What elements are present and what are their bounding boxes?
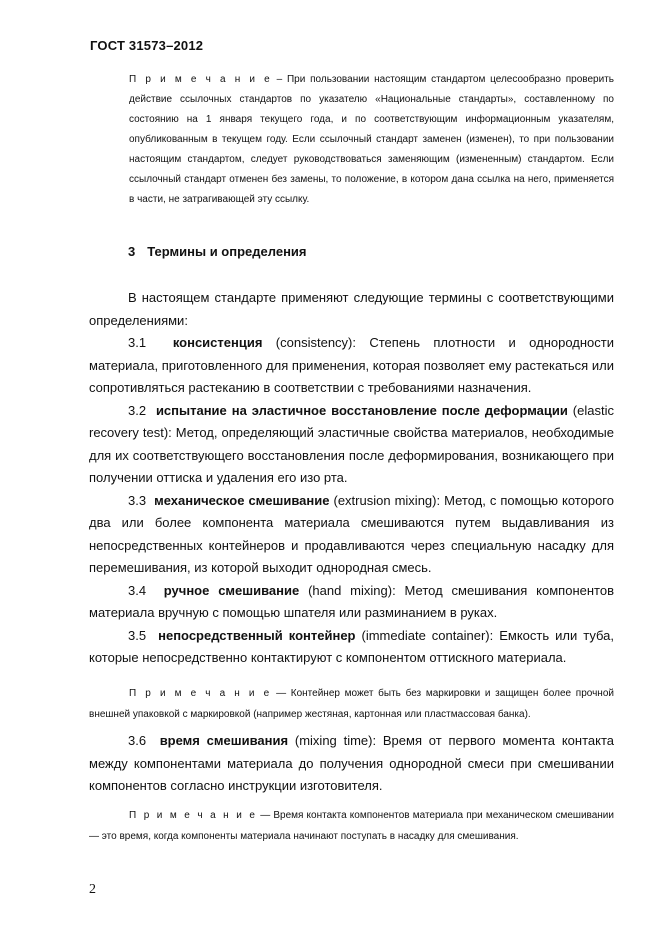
term-name: механическое смешивание [154, 492, 330, 508]
note-label: П р и м е ч а н и е [129, 74, 272, 85]
note-label: П р и м е ч а н и е [129, 688, 272, 699]
section-heading [128, 244, 307, 259]
section-title: Термины и определения [147, 244, 307, 259]
terms-body-continued [89, 730, 614, 798]
lead-paragraph: В настоящем стандарте применяют следующие термины с соответствующими определениями: [89, 290, 614, 328]
note-3-5 [89, 683, 614, 725]
note-label: П р и м е ч а н и е [129, 810, 258, 821]
term-3-5: 3.5 непосредственный контейнер (immediate container): Емкость или туба, которые непосредственно контактируют с компонентом оттискного материала. [89, 627, 614, 665]
term-name: консистенция [172, 335, 263, 350]
terms-body [89, 287, 614, 670]
term-3-3: 3.3 механическое смешивание (extrusion mixing): Метод, с помощью которого два или более компонента материала смешиваются путем выдавливания из непосредственных контейнеров и продавливаются через специальную насадку для перемешивания, из которой выходит однородная смесь. [89, 492, 614, 575]
note-text: — Контейнер может быть без маркировки и защищен более прочной внешней упаковкой с маркировкой (например жестяная, картонная или пластмассовая банка). [89, 688, 614, 720]
term-name: ручное смешивание [163, 582, 300, 598]
term-3-1: 3.1 консистенция (consistency): Степень плотности и однородности материала, приготовленного для применения, которая позволяет ему растекаться или сопротивляться растеканию в соответствии с требованиями назначения. [89, 335, 614, 395]
term-3-4: 3.4 ручное смешивание (hand mixing): Метод смешивания компонентов материала вручную с помощью шпателя или разминанием в руках. [89, 582, 614, 620]
term-name: испытание на эластичное восстановление после деформации [155, 402, 568, 418]
term-3-2: 3.2 испытание на эластичное восстановление после деформации (elastic recovery test): Метод, определяющий эластичные свойства материалов, необходимые для их соответствующего восстановления после деформирования, возникающего при получении оттиска и удаления его изо рта. [89, 402, 614, 485]
page-number: 2 [89, 882, 96, 897]
intro-note [89, 70, 614, 210]
section-number: 3 [128, 244, 136, 259]
note-3-6 [89, 805, 614, 847]
note-text: — Время контакта компонентов материала при механическом смешивании — это время, когда компоненты материала начинают поступать в насадку для смешивания. [89, 810, 614, 842]
term-3-6: 3.6 время смешивания (mixing time): Время от первого момента контакта между компонентами материала до получения однородной смеси при смешивании компонентов согласно инструкции изготовителя. [89, 733, 614, 793]
term-name: время смешивания [159, 733, 289, 748]
note-text: – При пользовании настоящим стандартом целесообразно проверить действие ссылочных стандартов по указателю «Национальные стандарты», составленному по состоянию на 1 января текущего года, и по соответствующим информационным указателям, опубликованным в текущем году. Если ссылочный стандарт заменен (изменен), то при пользовании настоящим стандартом, следует руководствоваться заменяющим (измененным) стандартом. Если ссылочный стандарт отменен без замены, то положение, в котором дана ссылка на него, применяется в части, не затрагивающей эту ссылку. [129, 74, 614, 205]
term-name: непосредственный контейнер [158, 627, 356, 643]
standard-header: ГОСТ 31573–2012 [90, 38, 204, 53]
